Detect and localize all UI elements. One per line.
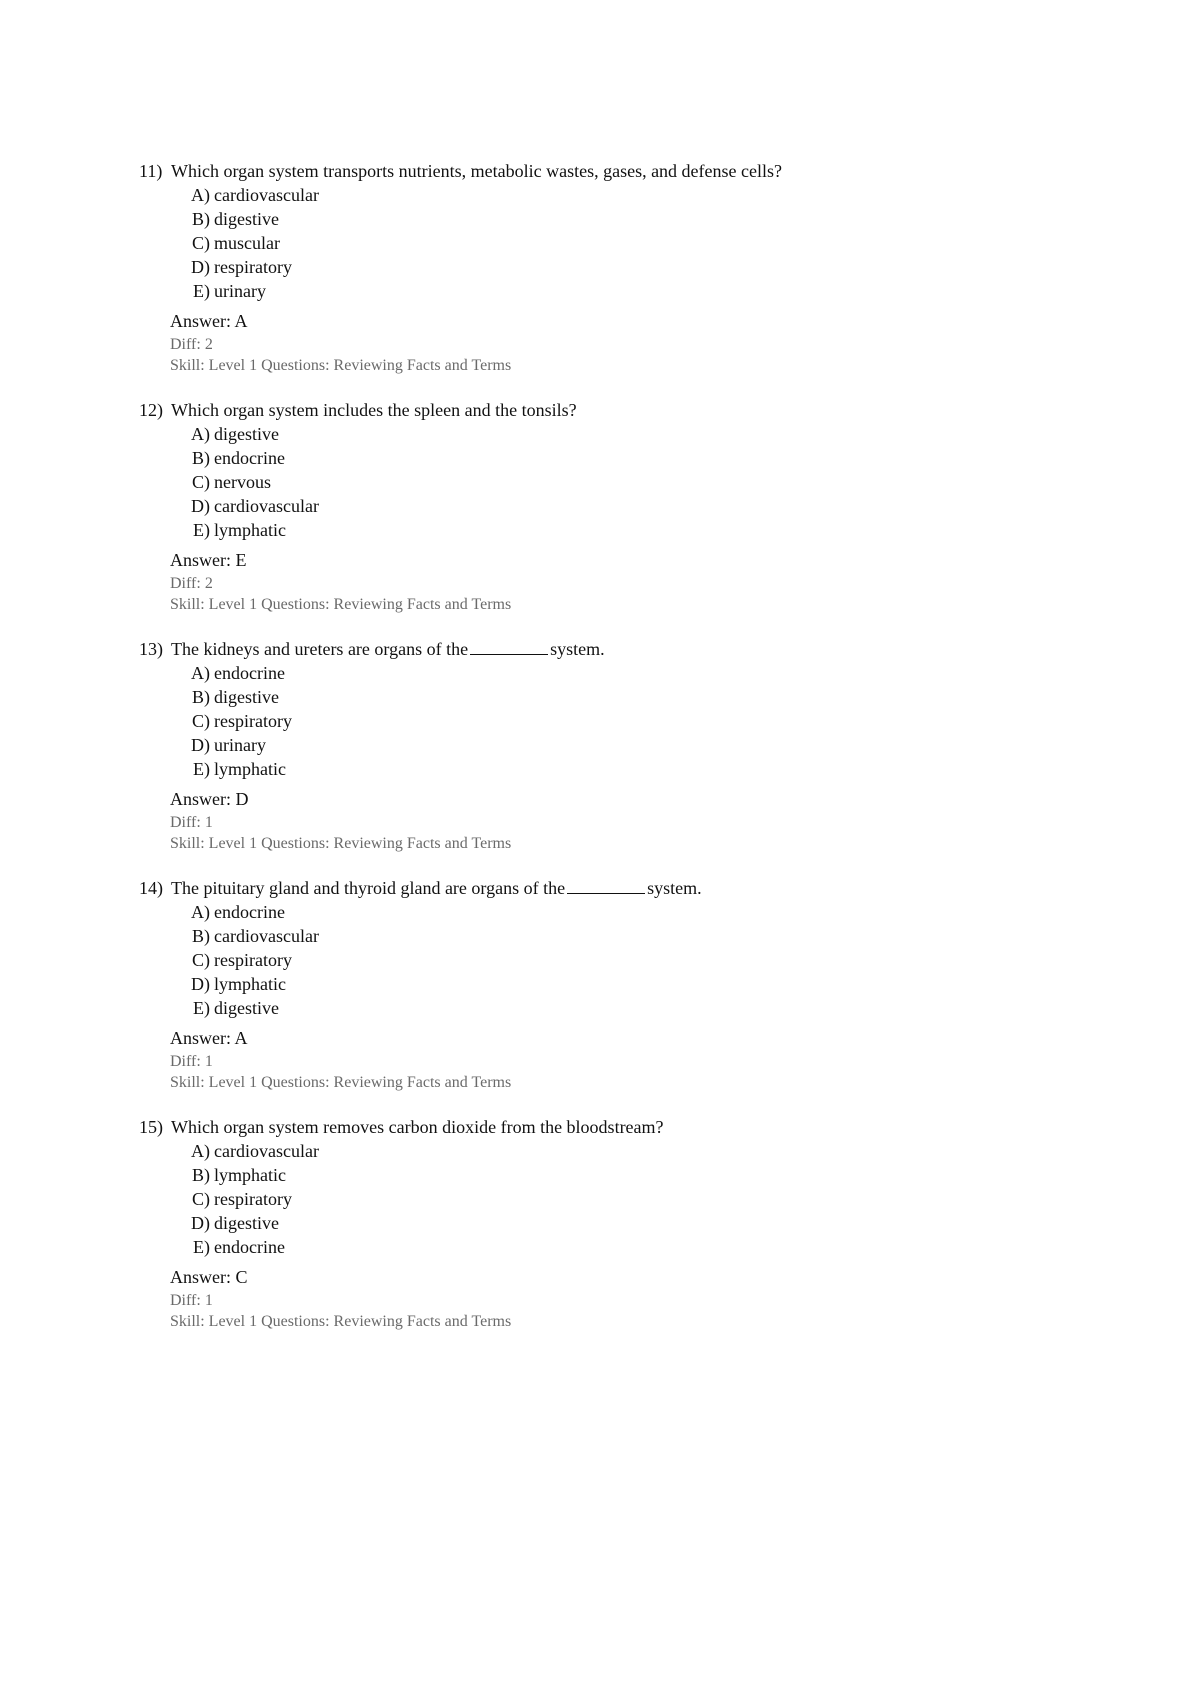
choice-c: [0, 1187, 700, 1211]
choice-letter: A): [191, 663, 210, 683]
choice-letter: A): [191, 1141, 210, 1161]
choice-e: [0, 996, 700, 1020]
choice-letter: B): [192, 209, 210, 229]
choice-letter: D): [191, 257, 210, 277]
question-number: 13): [139, 639, 163, 659]
choice-a: [0, 1139, 700, 1163]
question-text-before: The kidneys and ureters are organs of the: [171, 639, 469, 659]
answer-line: Answer: D: [170, 789, 249, 809]
question-text: Which organ system removes carbon dioxide from the bloodstream?: [171, 1117, 664, 1137]
choice-e: [0, 1235, 700, 1259]
question-text-before: The pituitary gland and thyroid gland are organs of the: [171, 878, 566, 898]
choice-c: [0, 709, 700, 733]
choice-letter: D): [191, 496, 210, 516]
question-text: Which organ system includes the spleen and the tonsils?: [171, 400, 577, 420]
choice-list: [0, 900, 700, 1020]
question-number: 15): [139, 1117, 163, 1137]
choice-text: urinary: [214, 281, 266, 301]
choice-d: [0, 733, 700, 757]
choice-d: [0, 972, 700, 996]
answer-line: Answer: A: [170, 1028, 248, 1048]
choice-letter: A): [191, 424, 210, 444]
choice-letter: E): [193, 520, 210, 540]
skill-line: Skill: Level 1 Questions: Reviewing Facts and Terms: [170, 1313, 512, 1330]
choice-b: [0, 1163, 700, 1187]
choice-letter: A): [191, 185, 210, 205]
answer-line: Answer: C: [170, 1267, 248, 1287]
choice-list: [0, 661, 700, 781]
choice-b: [0, 924, 700, 948]
question-stem: [139, 1115, 664, 1139]
choice-text: digestive: [214, 424, 279, 444]
choice-letter: E): [193, 1237, 210, 1257]
question-stem: [139, 398, 577, 422]
skill-line: Skill: Level 1 Questions: Reviewing Facts and Terms: [170, 596, 512, 613]
choice-text: cardiovascular: [214, 185, 319, 205]
choice-text: nervous: [214, 472, 271, 492]
choice-e: [0, 279, 700, 303]
choice-text: endocrine: [214, 448, 285, 468]
choice-letter: D): [191, 735, 210, 755]
skill-line: Skill: Level 1 Questions: Reviewing Facts and Terms: [170, 1074, 512, 1091]
difficulty-line: Diff: 1: [170, 814, 213, 831]
choice-text: respiratory: [214, 950, 292, 970]
choice-list: [0, 1139, 700, 1259]
choice-a: [0, 183, 700, 207]
choice-letter: B): [192, 448, 210, 468]
skill-line: Skill: Level 1 Questions: Reviewing Facts and Terms: [170, 835, 512, 852]
answer-line: Answer: A: [170, 311, 248, 331]
choice-d: [0, 1211, 700, 1235]
choice-text: cardiovascular: [214, 496, 319, 516]
question-number: 11): [139, 161, 163, 181]
difficulty-line: Diff: 1: [170, 1292, 213, 1309]
choice-letter: E): [193, 281, 210, 301]
choice-letter: B): [192, 687, 210, 707]
skill-line: Skill: Level 1 Questions: Reviewing Facts and Terms: [170, 357, 512, 374]
choice-letter: B): [192, 1165, 210, 1185]
choice-letter: C): [192, 472, 210, 492]
choice-letter: D): [191, 974, 210, 994]
choice-letter: E): [193, 998, 210, 1018]
choice-d: [0, 494, 700, 518]
choice-c: [0, 231, 700, 255]
question-text-after: system.: [550, 639, 605, 659]
choice-list: [0, 422, 700, 542]
choice-text: digestive: [214, 1213, 279, 1233]
question-text-after: system.: [647, 878, 702, 898]
choice-a: [0, 900, 700, 924]
choice-b: [0, 446, 700, 470]
choice-letter: C): [192, 1189, 210, 1209]
choice-text: lymphatic: [214, 520, 286, 540]
choice-b: [0, 685, 700, 709]
question-number: 14): [139, 878, 163, 898]
choice-letter: C): [192, 233, 210, 253]
choice-text: cardiovascular: [214, 1141, 319, 1161]
question-stem: [139, 876, 702, 900]
question-text: Which organ system transports nutrients, metabolic wastes, gases, and defense cells?: [171, 161, 782, 181]
choice-text: lymphatic: [214, 759, 286, 779]
choice-text: lymphatic: [214, 1165, 286, 1185]
choice-text: endocrine: [214, 663, 285, 683]
choice-text: cardiovascular: [214, 926, 319, 946]
choice-letter: A): [191, 902, 210, 922]
choice-list: [0, 183, 700, 303]
choice-text: endocrine: [214, 1237, 285, 1257]
answer-line: Answer: E: [170, 550, 247, 570]
choice-text: digestive: [214, 998, 279, 1018]
choice-letter: C): [192, 711, 210, 731]
choice-text: muscular: [214, 233, 280, 253]
difficulty-line: Diff: 2: [170, 575, 213, 592]
choice-b: [0, 207, 700, 231]
question-stem: [139, 159, 782, 183]
choice-letter: D): [191, 1213, 210, 1233]
choice-letter: E): [193, 759, 210, 779]
fill-in-blank: [567, 877, 645, 894]
choice-text: digestive: [214, 687, 279, 707]
choice-text: respiratory: [214, 257, 292, 277]
question-number: 12): [139, 400, 163, 420]
choice-c: [0, 470, 700, 494]
choice-c: [0, 948, 700, 972]
difficulty-line: Diff: 2: [170, 336, 213, 353]
choice-a: [0, 422, 700, 446]
choice-text: respiratory: [214, 1189, 292, 1209]
choice-text: respiratory: [214, 711, 292, 731]
choice-text: urinary: [214, 735, 266, 755]
choice-d: [0, 255, 700, 279]
question-stem: [139, 637, 605, 661]
choice-text: lymphatic: [214, 974, 286, 994]
difficulty-line: Diff: 1: [170, 1053, 213, 1070]
choice-text: endocrine: [214, 902, 285, 922]
choice-letter: B): [192, 926, 210, 946]
choice-text: digestive: [214, 209, 279, 229]
fill-in-blank: [470, 638, 548, 655]
choice-e: [0, 757, 700, 781]
choice-a: [0, 661, 700, 685]
choice-letter: C): [192, 950, 210, 970]
choice-e: [0, 518, 700, 542]
